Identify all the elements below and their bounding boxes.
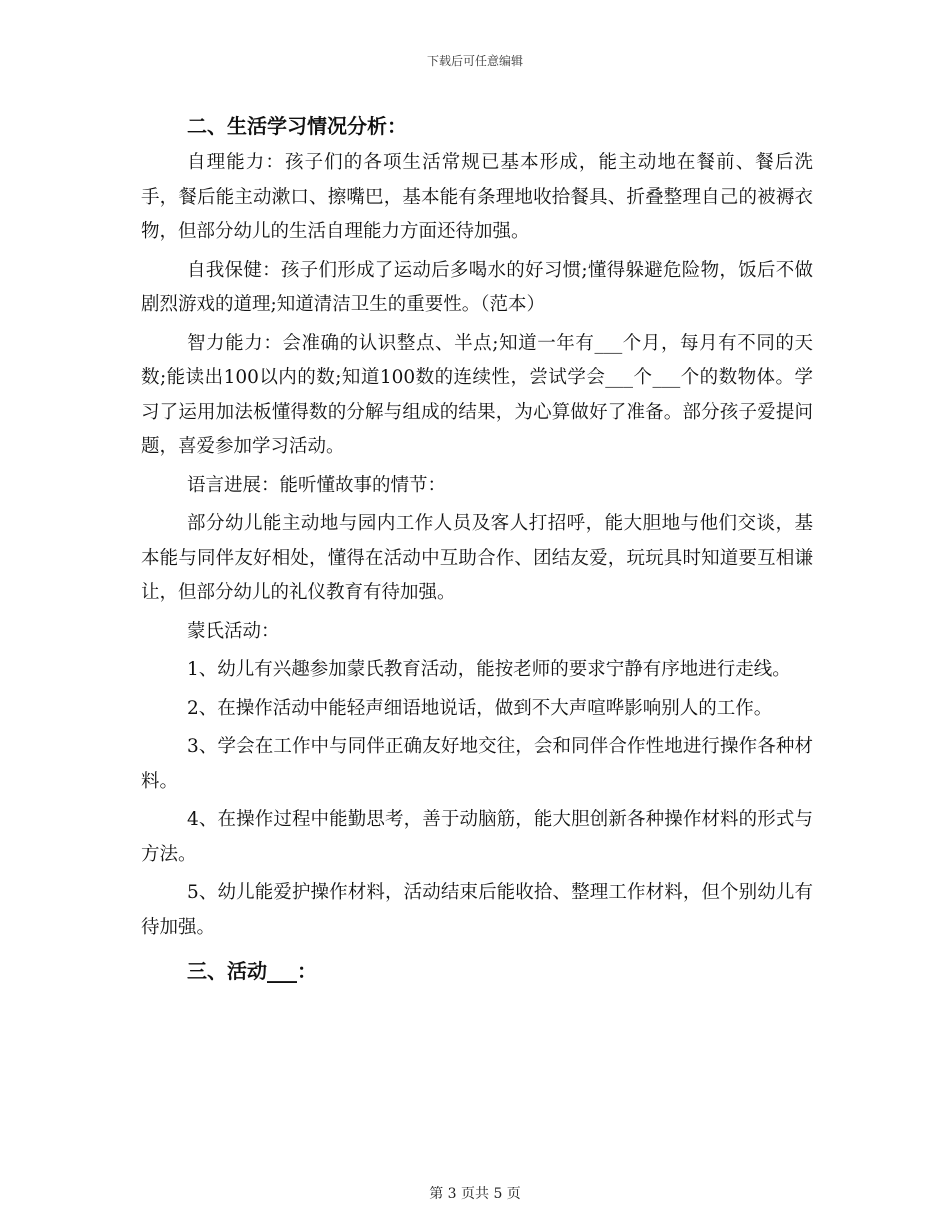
paragraph-language: 语言进展：能听懂故事的情节： [187, 474, 447, 496]
paragraph-intelligence: 智力能力：会准确的认识整点、半点;知道一年有___个月，每月有不同的天数;能读出100以内的数;知道100数的连续性，尝试学会___个___个的数物体。学习了运用加法板懂得数的分解与组成的结果，为心算做好了准备。部分孩子爱提问题，喜爱参加学习活动。 [141, 332, 813, 457]
page-footer: 第 3 页共 5 页 [429, 1186, 521, 1202]
list-item-5: 5、幼儿能爱护操作材料，活动结束后能收拾、整理工作材料，但个别幼儿有待加强。 [141, 882, 813, 938]
list-item-3: 3、学会在工作中与同伴正确友好地交往，会和同伴合作性地进行操作各种材料。 [141, 736, 813, 792]
paragraph-self-care: 自理能力：孩子们的各项生活常规已基本形成，能主动地在餐前、餐后洗手，餐后能主动漱口、擦嘴巴，基本能有条理地收拾餐具、折叠整理自己的被褥衣物，但部分幼儿的生活自理能力方面还待加强。 [141, 152, 813, 242]
section-heading-3: 三、活动___： [187, 959, 317, 983]
paragraph-montessori-title: 蒙氏活动： [187, 620, 280, 642]
page-header: 下载后可任意编辑 [426, 54, 523, 68]
document-body [141, 106, 813, 991]
paragraph-self-health: 自我保健：孩子们形成了运动后多喝水的好习惯;懂得躲避危险物，饭后不做剧烈游戏的道理;知道清洁卫生的重要性。（范本） [141, 259, 813, 315]
list-item-1: 1、幼儿有兴趣参加蒙氏教育活动，能按老师的要求宁静有序地进行走线。 [187, 659, 791, 680]
list-item-4: 4、在操作过程中能勤思考，善于动脑筋，能大胆创新各种操作材料的形式与方法。 [141, 809, 813, 865]
section-heading-2: 二、生活学习情况分析： [187, 114, 407, 138]
paragraph-social: 部分幼儿能主动地与园内工作人员及客人打招呼，能大胆地与他们交谈，基本能与同伴友好相处，懂得在活动中互助合作、团结友爱，玩玩具时知道要互相谦让，但部分幼儿的礼仪教育有待加强。 [141, 513, 813, 603]
list-item-2: 2、在操作活动中能轻声细语地说话，做到不大声喧哗影响别人的工作。 [187, 697, 773, 719]
